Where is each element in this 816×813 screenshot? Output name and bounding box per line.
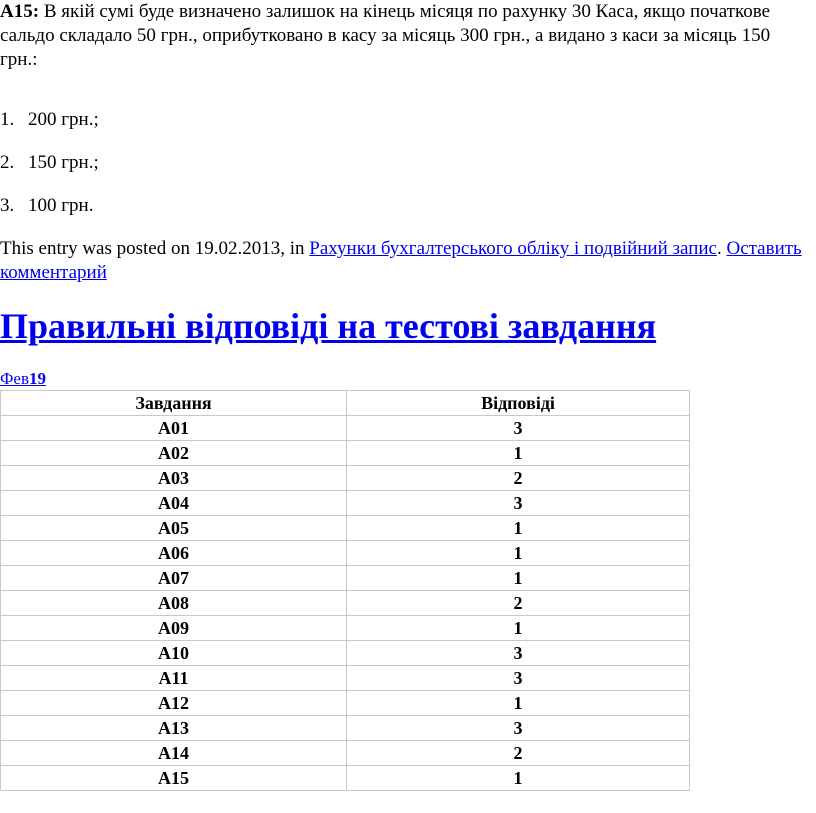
answer-number: 2.	[0, 152, 15, 173]
answer-options	[0, 108, 99, 237]
answer-text: 100 грн.	[28, 195, 94, 216]
table-row	[1, 766, 690, 791]
table-cell-answer: 1	[347, 541, 690, 566]
table-cell-task: А13	[1, 716, 347, 741]
post-date-day: 19	[29, 369, 47, 388]
table-row	[1, 616, 690, 641]
table-cell-answer: 2	[347, 466, 690, 491]
table-row	[1, 541, 690, 566]
table-row	[1, 466, 690, 491]
answer-number: 1.	[0, 109, 15, 130]
table-row	[1, 641, 690, 666]
table-cell-answer: 2	[347, 741, 690, 766]
table-row	[1, 691, 690, 716]
table-row	[1, 441, 690, 466]
post-date-link[interactable]	[0, 369, 46, 388]
table-row	[1, 716, 690, 741]
table-row	[1, 491, 690, 516]
answer-text: 200 грн.;	[28, 109, 99, 130]
answer-option	[0, 194, 99, 218]
table-cell-task: А05	[1, 516, 347, 541]
table-cell-answer: 2	[347, 591, 690, 616]
table-cell-task: А04	[1, 491, 347, 516]
table-cell-answer: 3	[347, 491, 690, 516]
table-cell-task: А14	[1, 741, 347, 766]
answer-option	[0, 108, 99, 132]
post-meta	[0, 237, 812, 285]
table-cell-task: А02	[1, 441, 347, 466]
table-cell-answer: 1	[347, 441, 690, 466]
post-meta-separator: .	[716, 238, 727, 259]
comment-link[interactable]: Оставить комментарий	[0, 238, 802, 283]
table-row	[1, 516, 690, 541]
table-cell-task: А07	[1, 566, 347, 591]
table-header-row	[1, 391, 690, 416]
answer-option	[0, 151, 99, 175]
table-row	[1, 666, 690, 691]
post-date-month: Фев	[0, 369, 30, 388]
post-title-link[interactable]: Правильні відповіді на тестові завдання	[0, 306, 657, 346]
table-cell-task: А03	[1, 466, 347, 491]
table-cell-task: А11	[1, 666, 347, 691]
table-cell-answer: 1	[347, 766, 690, 791]
question-text	[0, 0, 812, 72]
post-date	[0, 367, 46, 391]
table-cell-answer: 1	[347, 691, 690, 716]
table-cell-answer: 3	[347, 416, 690, 441]
question-body: В якій сумі буде визначено залишок на кінець місяця по рахунку 30 Каса, якщо початкове сальдо складало 50 грн., оприбутковано в касу за місяць 300 грн., а видано з каси за місяць 150 грн.:	[0, 1, 771, 70]
table-header-answer: Відповіді	[347, 391, 690, 416]
table-header-task: Завдання	[1, 391, 347, 416]
table-cell-task: А09	[1, 616, 347, 641]
table-cell-answer: 3	[347, 641, 690, 666]
answer-text: 150 грн.;	[28, 152, 99, 173]
table-row	[1, 416, 690, 441]
table-cell-task: А10	[1, 641, 347, 666]
table-cell-task: А01	[1, 416, 347, 441]
table-row	[1, 741, 690, 766]
table-row	[1, 566, 690, 591]
table-cell-answer: 3	[347, 716, 690, 741]
table-body	[1, 416, 690, 791]
answers-table	[0, 390, 690, 791]
table-cell-answer: 1	[347, 566, 690, 591]
table-cell-task: А06	[1, 541, 347, 566]
post-meta-prefix: This entry was posted on 19.02.2013, in	[0, 238, 310, 259]
table-cell-answer: 3	[347, 666, 690, 691]
table-cell-task: А12	[1, 691, 347, 716]
table-row	[1, 591, 690, 616]
post-title	[0, 304, 656, 348]
category-link[interactable]: Рахунки бухгалтерського обліку і подвійний запис	[309, 238, 717, 259]
table-cell-answer: 1	[347, 516, 690, 541]
table-cell-answer: 1	[347, 616, 690, 641]
question-label: А15:	[0, 1, 40, 22]
table-cell-task: А08	[1, 591, 347, 616]
table-cell-task: А15	[1, 766, 347, 791]
answer-number: 3.	[0, 195, 15, 216]
